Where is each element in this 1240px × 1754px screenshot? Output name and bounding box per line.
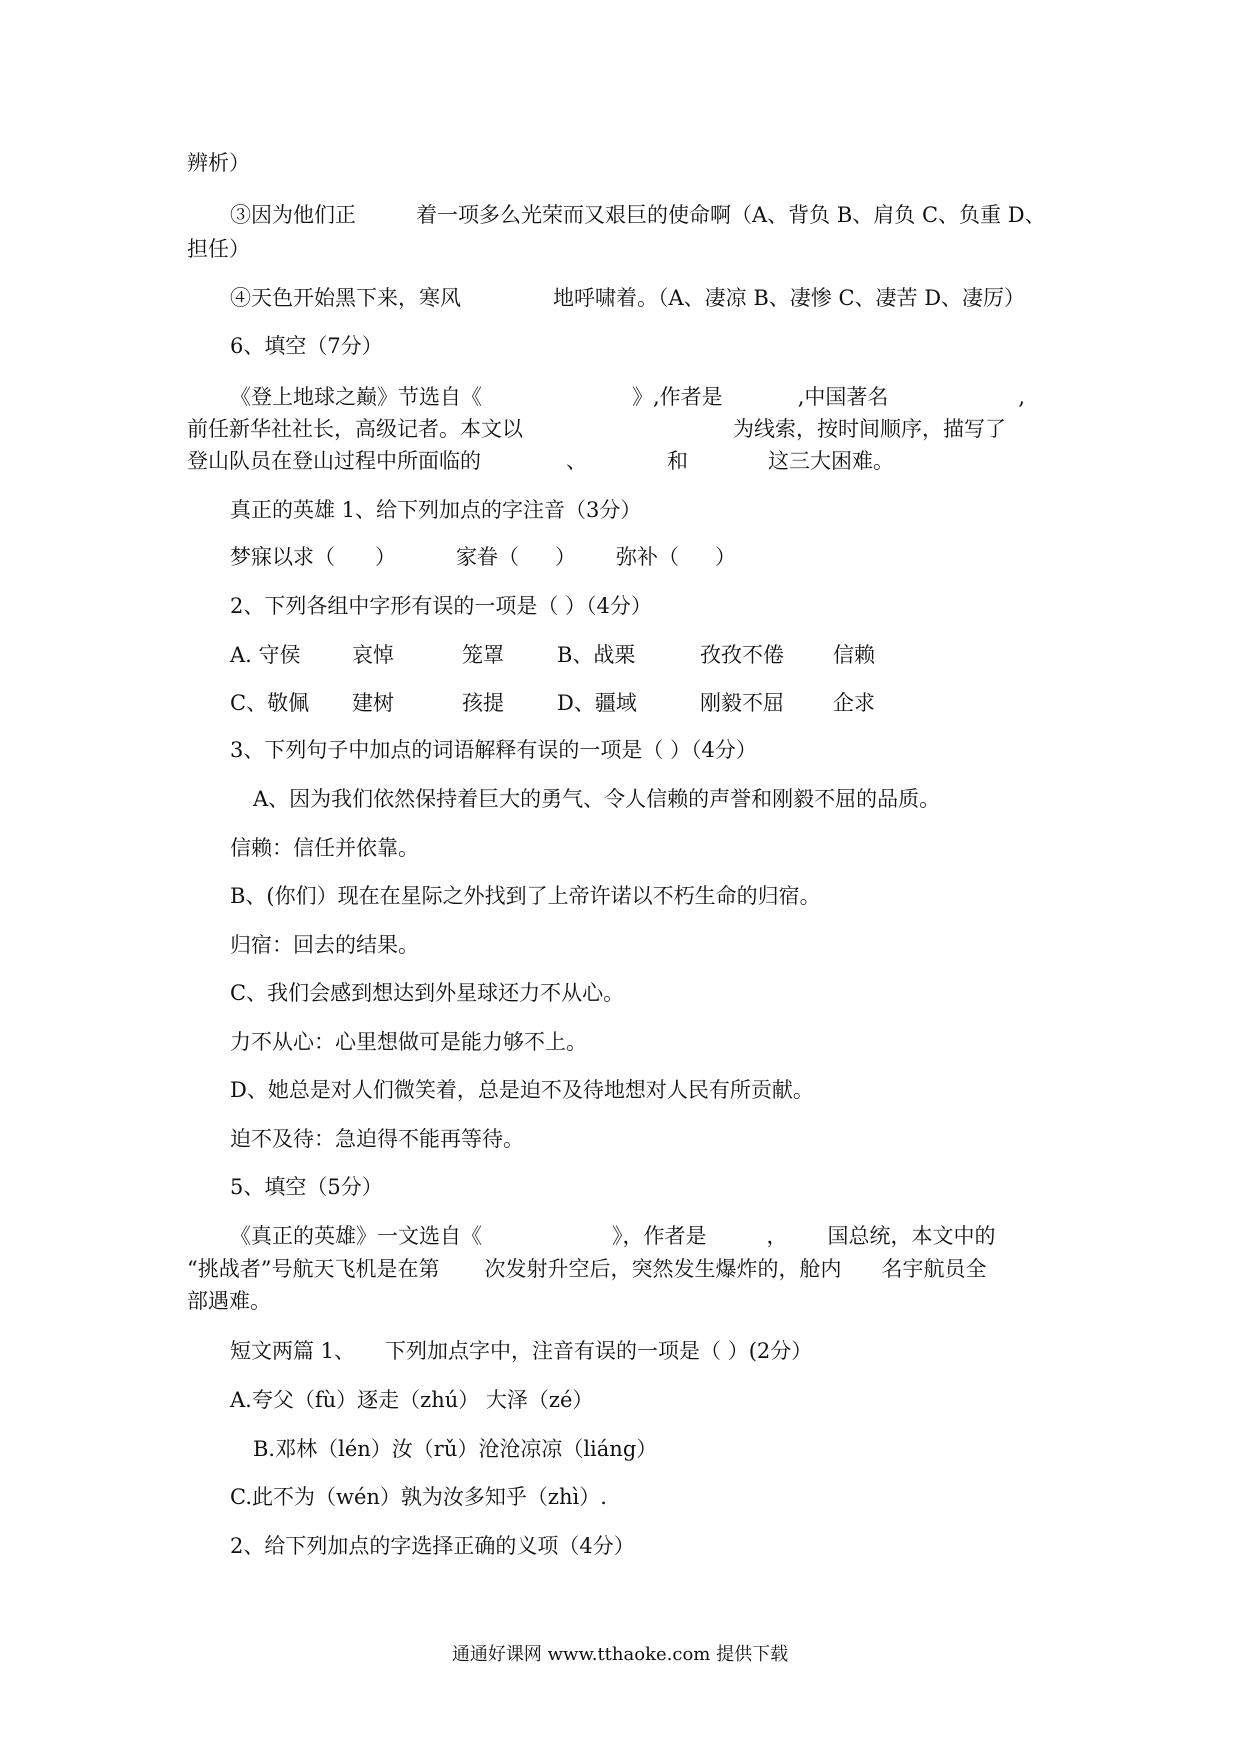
text-segment: 名宇航员全 — [881, 1257, 987, 1281]
option-cell: 孩提 — [462, 691, 504, 715]
text-segment: 和 — [667, 449, 688, 473]
text-line: D、她总是对人们微笑着，总是迫不及待地想对人民有所贡献。 — [230, 1078, 814, 1102]
section-heading: 6、填空（7分） — [230, 334, 383, 358]
option-cell: 孜孜不倦 — [700, 643, 784, 667]
option-cell: 建树 — [352, 691, 394, 715]
text-segment: 《真正的英雄》一文选自《 — [230, 1224, 482, 1248]
text-segment: 这三大困难。 — [768, 449, 894, 473]
text-segment: ） — [715, 545, 736, 569]
text-line: C、我们会感到想达到外星球还力不从心。 — [230, 981, 625, 1005]
section-heading: 5、填空（5分） — [230, 1175, 383, 1199]
text-segment: 弥补（ — [616, 545, 679, 569]
text-line: 力不从心：心里想做可是能力够不上。 — [230, 1030, 587, 1054]
option-cell: 哀悼 — [352, 643, 394, 667]
fill-blank-line — [187, 416, 1006, 442]
fill-blank-line — [230, 1223, 996, 1249]
text-segment: 地呼啸着。（A、凄凉 B、凄惨 C、凄苦 D、凄厉） — [553, 286, 1026, 310]
option-cell: C、敬佩 — [230, 691, 310, 715]
option-line: C.此不为（wén）孰为汝多知乎（zhì）. — [230, 1485, 607, 1509]
question-item: 2、给下列加点的字选择正确的义项（4分） — [230, 1534, 635, 1558]
text-segment: , — [1018, 385, 1026, 409]
text-line: 归宿：回去的结果。 — [230, 933, 419, 957]
fill-blank-line — [187, 1256, 986, 1282]
text-segment: 》,作者是 — [632, 385, 723, 409]
section-heading — [230, 1338, 812, 1364]
option-cell: 刚毅不屈 — [700, 691, 784, 715]
fill-blank-line — [230, 384, 1025, 410]
text-segment: 、 — [566, 449, 587, 473]
text-segment: 短文两篇 1、 — [230, 1339, 356, 1363]
text-line: 辨析） — [187, 151, 250, 175]
text-segment: ④天色开始黑下来，寒风 — [230, 286, 461, 310]
text-line: 部遇难。 — [187, 1289, 271, 1313]
text-line: 迫不及待：急迫得不能再等待。 — [230, 1127, 524, 1151]
option-cell: 企求 — [833, 691, 875, 715]
text-segment: 次发射升空后，突然发生爆炸的，舱内 — [484, 1257, 842, 1281]
question-item — [230, 285, 1025, 311]
text-segment: ③因为他们正 — [230, 203, 356, 227]
option-cell: A. 守侯 — [230, 643, 301, 667]
text-segment: 为线索，按时间顺序，描写了 — [733, 417, 1006, 441]
text-segment: ， — [766, 1224, 788, 1248]
text-segment: “挑战者”号航天飞机是在第 — [187, 1257, 440, 1281]
text-segment: 下列加点字中，注音有误的一项是（ ）(2分） — [385, 1339, 813, 1363]
text-segment: 着一项多么光荣而又艰巨的使命啊（A、背负 B、肩负 C、负重 D、 — [416, 203, 1046, 227]
question-item: 2、下列各组中字形有误的一项是（ ）（4分） — [230, 594, 652, 618]
option-cell: B、战栗 — [557, 643, 636, 667]
page-footer: 通通好课网 www.tthaoke.com 提供下载 — [451, 1644, 789, 1665]
section-heading: 真正的英雄 1、给下列加点的字注音（3分） — [230, 498, 642, 522]
text-segment: 登山队员在登山过程中所面临的 — [187, 449, 481, 473]
fill-blank-line — [187, 448, 894, 474]
text-segment: 家眷（ — [456, 545, 519, 569]
option-line: B.邓林（lén）汝（rǔ）沧沧凉凉（liáng） — [253, 1437, 658, 1461]
option-cell: 笼罩 — [462, 643, 504, 667]
option-line: A.夸父（fù）逐走（zhú） 大泽（zé） — [230, 1388, 594, 1412]
answer-row — [230, 544, 736, 570]
text-segment: ） — [555, 545, 576, 569]
text-segment: 《登上地球之巅》节选自《 — [230, 385, 482, 409]
text-line: B、(你们）现在在星际之外找到了上帝许诺以不朽生命的归宿。 — [230, 884, 821, 908]
option-cell: 信赖 — [833, 643, 875, 667]
text-line: 担任） — [187, 237, 250, 261]
text-segment: ） — [375, 545, 396, 569]
question-item: 3、下列句子中加点的词语解释有误的一项是（ ）（4分） — [230, 738, 757, 762]
text-line: A、因为我们依然保持着巨大的勇气、令人信赖的声誉和刚毅不屈的品质。 — [253, 787, 941, 811]
text-segment: 前任新华社社长，高级记者。本文以 — [187, 417, 523, 441]
text-segment: 》，作者是 — [612, 1224, 707, 1248]
text-line: 信赖：信任并依靠。 — [230, 836, 419, 860]
question-item — [230, 202, 1046, 228]
text-segment: 国总统，本文中的 — [827, 1224, 996, 1248]
option-cell: D、疆域 — [557, 691, 637, 715]
text-segment: ,中国著名 — [797, 385, 889, 409]
text-segment: 梦寐以求（ — [230, 545, 335, 569]
